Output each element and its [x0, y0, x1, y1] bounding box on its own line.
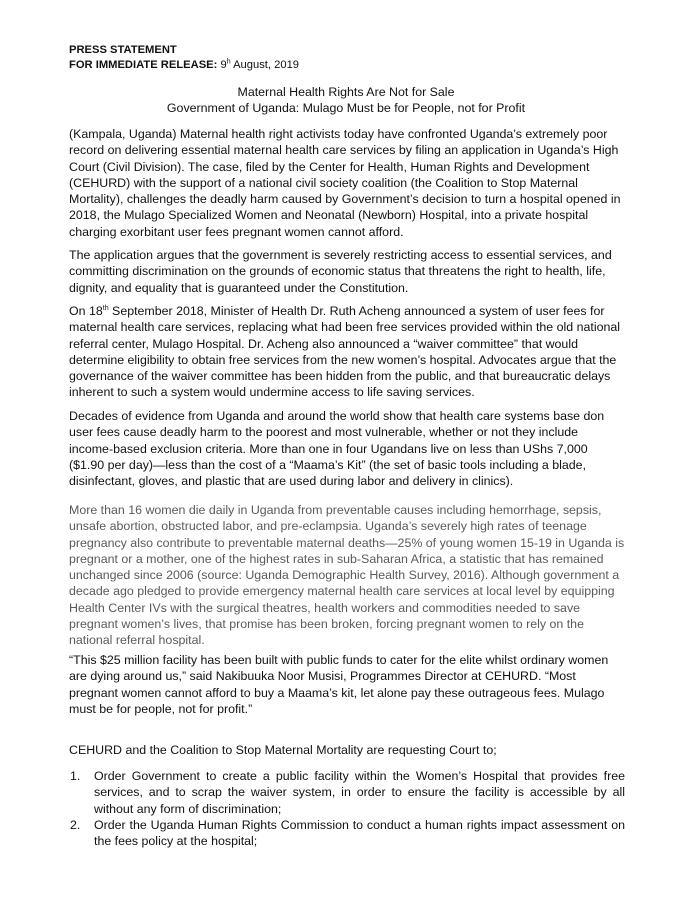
- paragraph-requests-intro: CEHURD and the Coalition to Stop Maternal Mortality are requesting Court to;: [69, 743, 497, 757]
- release-date: 9$^h$ August, 2019: [220, 58, 300, 71]
- title-line-2: Government of Uganda: Mulago Must be for People, not for Profit: [166, 101, 526, 115]
- release-line: [69, 58, 299, 72]
- list-text: Order Government to create a public facility within the Women’s Hospital that provides free services, and to scrap the waiver system, in order to ensure the facility is accessible by all without any form of discrimination;: [94, 769, 625, 816]
- list-number: 2.: [70, 817, 81, 832]
- paragraph-user-fees: On 18th September 2018, Minister of Health Dr. Ruth Acheng announced a system of user fees for maternal health care services, replacing what had been free services provided within the old national referral center, Mulago Hospital. Dr. Acheng also announced a “waiver committee” that would determine eligibility to obtain free services from the new women’s hospital. Advocates argue that the governance of the waiver committee has been hidden from the public, and that bureaucratic delays inherent to such a system would undermine access to life saving services.: [69, 304, 621, 400]
- press-statement-label: PRESS STATEMENT: [69, 44, 177, 56]
- requests-list: [69, 768, 625, 849]
- paragraph-intro: (Kampala, Uganda) Maternal health right activists today have confronted Uganda’s extremely poor record on delivering essential maternal health care services by filing an application in Uganda’s High Court (Civil Division). The case, filed by the Center for Health, Human Rights and Development (CEHURD) with the support of a national civil society coalition (the Coalition to Stop Maternal Mortality), challenges the deadly harm caused by Government’s decision to turn a hospital opened in 2018, the Mulago Specialized Women and Neonatal (Newborn) Hospital, into a private hospital charging exorbitant user fees pregnant women cannot afford.: [69, 127, 621, 239]
- list-item: [69, 817, 625, 850]
- paragraph-quote: “This $25 million facility has been built with public funds to cater for the elite whilst ordinary women are dying around us,” said Nakibuuka Noor Musisi, Programmes Director at CEHURD. “Most pregnant women cannot afford to buy a Maama’s kit, let alone pay these outrageous fees. Mulago must be for people, not for profit.”: [69, 653, 609, 716]
- list-text: Order the Uganda Human Rights Commission to conduct a human rights impact assessment on the fees policy at the hospital;: [94, 817, 625, 849]
- paragraph-evidence: Decades of evidence from Uganda and around the world show that health care systems base don user fees cause deadly harm to the poorest and most vulnerable, whether or not they include income-based exclusion criteria. More than one in four Ugandans live on less than UShs 7,000 ($1.90 per day)—less than the cost of a “Maama’s Kit” (the set of basic tools including a blade, disinfectant, gloves, and plastic that are used during labor and delivery in clinics).: [69, 409, 605, 489]
- release-label: FOR IMMEDIATE RELEASE:: [69, 59, 218, 71]
- list-number: 1.: [70, 769, 81, 783]
- paragraph-maternal-deaths: More than 16 women die daily in Uganda from preventable causes including hemorrhage, sepsis, unsafe abortion, obstructed labor, and pre-eclampsia. Uganda’s severely high rates of teenage pregnancy also contribute to preventable maternal deaths—25% of young women 15-19 in Uganda is pregnant or a mother, one of the highest rates in sub-Saharan Africa, a statistic that has remained unchanged since 2006 (source: Uganda Demographic Health Survey, 2016). Although government a decade ago pledged to provide emergency maternal health care services at local level by equipping Health Center IVs with the surgical theatres, health workers and commodities needed to save pregnant women’s lives, that promise has been broken, forcing pregnant women to rely on the national referral hospital.: [69, 503, 625, 648]
- paragraph-application: The application argues that the government is severely restricting access to essential services, and committing discrimination on the grounds of economic status that threatens the right to health, life, dignity, and equality that is guaranteed under the Constitution.: [69, 248, 612, 295]
- title-line-1: Maternal Health Rights Are Not for Sale: [237, 85, 455, 99]
- list-item: [69, 768, 625, 817]
